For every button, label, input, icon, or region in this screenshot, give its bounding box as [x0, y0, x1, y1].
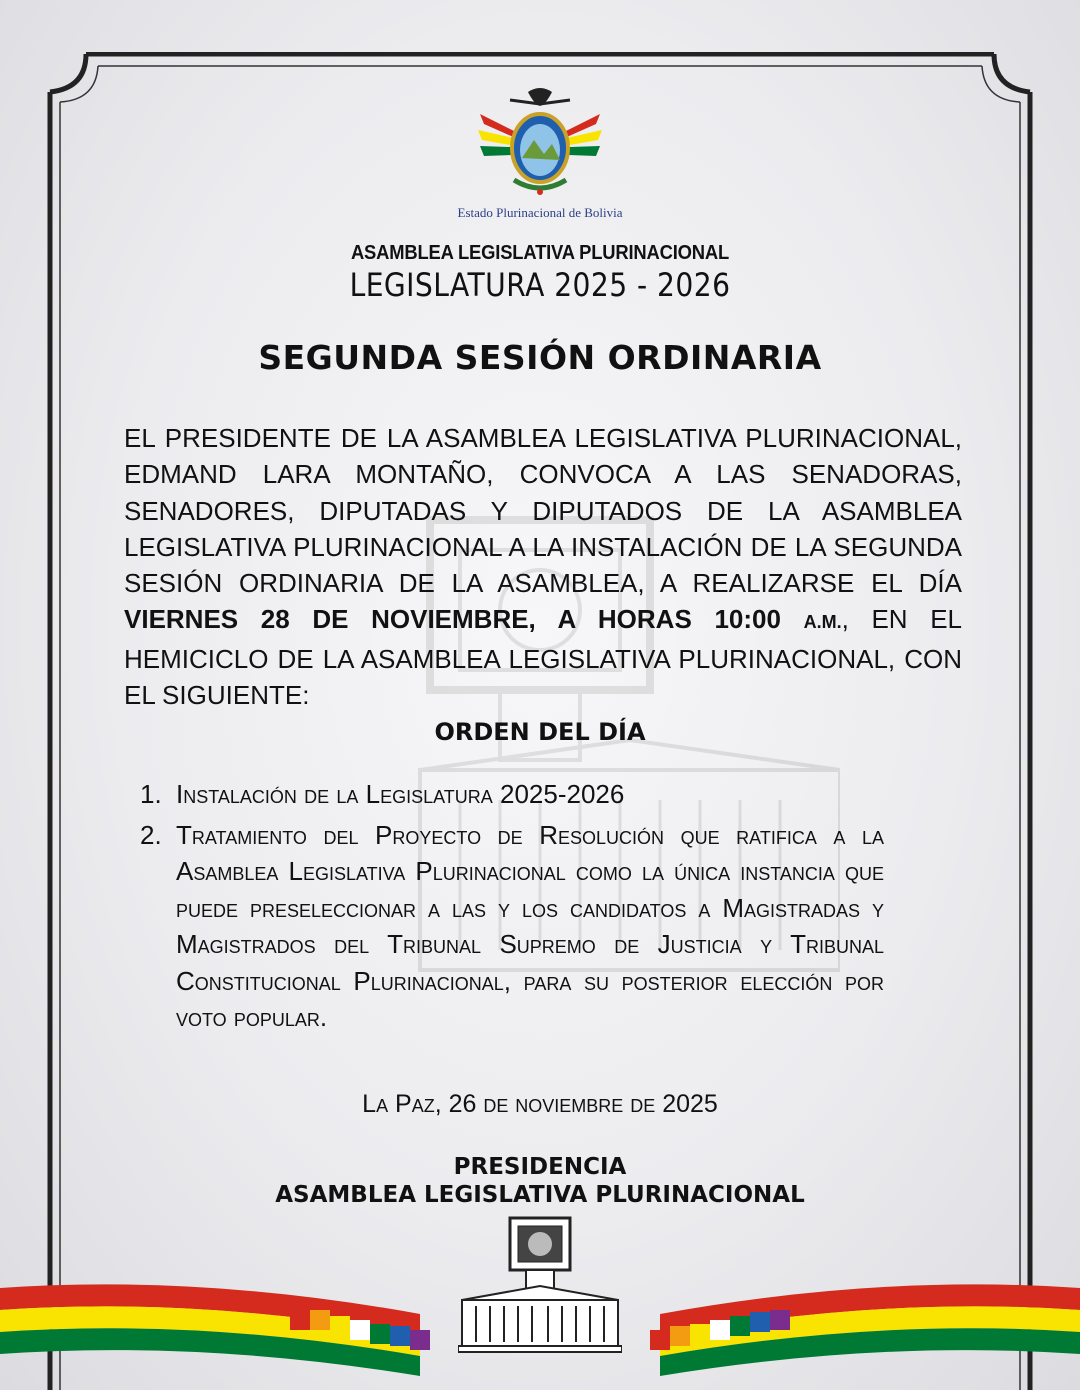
- agenda-item: [140, 817, 884, 1036]
- body-text-part1: EL PRESIDENTE DE LA ASAMBLEA LEGISLATIVA PLURINACIONAL, EDMAND LARA MONTAÑO, CONVOCA A LAS SENADORAS, SENADORES, DIPUTADAS Y DIPUTADOS DE LA ASAMBLEA LEGISLATIVA PLURINACIONAL A LA INSTALACIÓN DE LA SEGUNDA SESIÓN ORDINARIA DE LA ASAMBLEA, A REALIZARSE EL DÍA: [124, 423, 962, 599]
- agenda-list: [140, 776, 884, 1040]
- bolivia-coat-of-arms-icon: [470, 84, 610, 204]
- agenda-item-text: Instalación de la Legislatura 2025-2026: [176, 779, 625, 809]
- agenda-item-number: 2.: [140, 819, 162, 850]
- organization-name: ASAMBLEA LEGISLATIVA PLURINACIONAL: [350, 242, 730, 264]
- body-text-part2: , EN EL HEMICICLO DE LA ASAMBLEA LEGISLATIVA PLURINACIONAL, CON EL SIGUIENTE:: [124, 604, 962, 711]
- agenda-item-number: 1.: [140, 779, 162, 809]
- legislatura-period: LEGISLATURA 2025 - 2026: [349, 266, 731, 304]
- signature-line-1: PRESIDENCIA: [453, 1154, 627, 1180]
- coat-caption: Estado Plurinacional de Bolivia: [457, 205, 623, 220]
- agenda-item: [140, 776, 884, 813]
- session-date: VIERNES 28 DE NOVIEMBRE, A HORAS 10:00: [124, 604, 804, 635]
- signature-line-2: ASAMBLEA LEGISLATIVA PLURINACIONAL: [275, 1182, 805, 1208]
- convocation-paragraph: [124, 420, 962, 713]
- session-ampm: A.M.: [803, 612, 842, 633]
- agenda-title: ORDEN DEL DÍA: [434, 718, 646, 746]
- agenda-item-text: Tratamiento del Proyecto de Resolución que ratifica a la Asamblea Legislativa Plurinacional como la única instancia que puede preseleccionar a las y los candidatos a Magistradas y Magistrados del Tribunal Supremo de Justicia y Tribunal Constitucional Plurinacional, para su posterior elección por voto popular.: [176, 819, 884, 1032]
- document-title: SEGUNDA SESIÓN ORDINARIA: [258, 338, 822, 377]
- legislative-palace-logo-icon: [458, 1214, 622, 1354]
- place-and-date: La Paz, 26 de noviembre de 2025: [362, 1090, 718, 1118]
